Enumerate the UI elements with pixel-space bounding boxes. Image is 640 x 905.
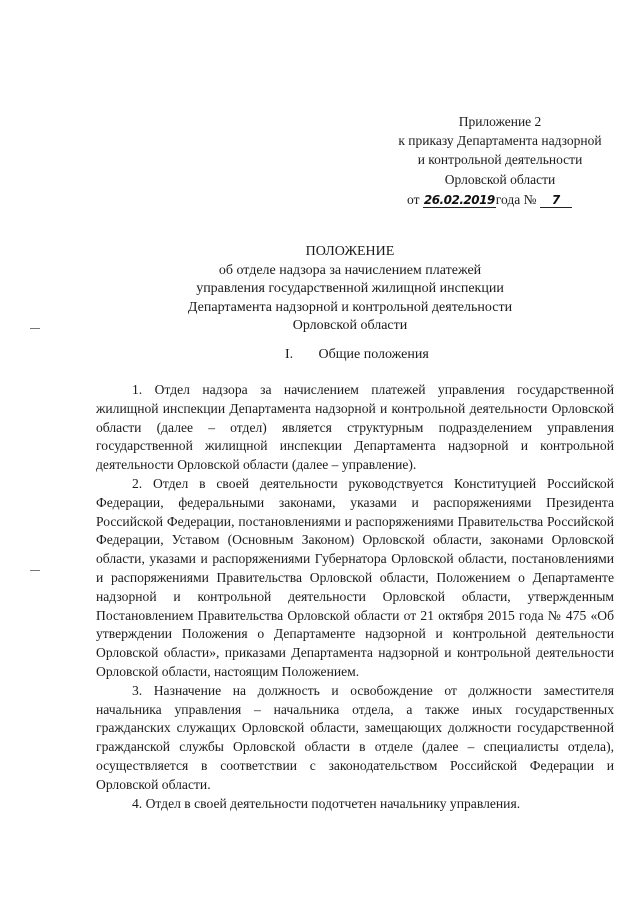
section-number: I.: [285, 347, 294, 362]
title-line: Департамента надзорной и контрольной деятельности: [187, 299, 513, 315]
appendix-line: и контрольной деятельности: [417, 152, 583, 168]
appendix-line: к приказу Департамента надзорной: [398, 133, 602, 149]
document-body: [96, 381, 614, 813]
date-suffix: года №: [495, 191, 537, 207]
appendix-header: [380, 112, 620, 210]
handwritten-date: 26.02.2019: [423, 192, 495, 207]
title-line: Орловской области: [292, 318, 408, 333]
scan-margin-mark: [30, 328, 40, 329]
paragraph: 1. Отдел надзора за начислением платежей управления государственной жилищной инспекции Департамента надзорной и контрольной деятельности Орловской области (далее – отдел) является структурным подразделением управления государственной жилищной инспекции Департамента надзорной и контрольной деятельности Орловской области (далее – управление).: [96, 382, 614, 473]
title-line: управления государственной жилищной инспекции: [196, 281, 504, 296]
appendix-line: Приложение 2: [458, 114, 542, 129]
date-prefix: от: [407, 191, 420, 207]
section-title: Общие положения: [318, 347, 429, 362]
document-title: [90, 243, 610, 336]
paragraph: 4. Отдел в своей деятельности подотчетен начальнику управления.: [132, 795, 521, 811]
title-heading: ПОЛОЖЕНИЕ: [305, 244, 395, 259]
paragraph: 2. Отдел в своей деятельности руководствуется Конституцией Российской Федерации, федеральными законами, указами и распоряжениями Президента Российской Федерации, постановлениями и распоряжениями Правительства Российской Федерации, Уставом (Основным Законом) Орловской области, законами Орловской области, указами и распоряжениями Губернатора Орловской области, постановлениями и распоряжениями Правительства Орловской области, Положением о Департаменте надзорной и контрольной деятельности Орловской области, утвержденным Постановлением Правительства Орловской области от 21 октября 2015 года № 475 «Об утверждении Положения о Департаменте надзорной и контрольной деятельности Орловской области», приказами Департамента надзорной и контрольной деятельности Орловской области, настоящим Положением.: [96, 475, 614, 679]
scan-margin-mark: [30, 570, 40, 571]
order-date-line: [380, 190, 620, 210]
handwritten-order-number: 7: [540, 193, 572, 208]
section-heading: [285, 347, 429, 363]
appendix-line: Орловской области: [444, 171, 556, 187]
title-line: об отделе надзора за начислением платежей: [218, 262, 482, 278]
paragraph: 3. Назначение на должность и освобождение от должности заместителя начальника управления – начальника отдела, а также иных государственных гражданских служащих Орловской области, замещающих должности государственной гражданской службы Орловской области в отделе (далее – специалисты отдела), осуществляется в соответствии с законодательством Российской Федерации и Орловской области.: [96, 682, 614, 792]
